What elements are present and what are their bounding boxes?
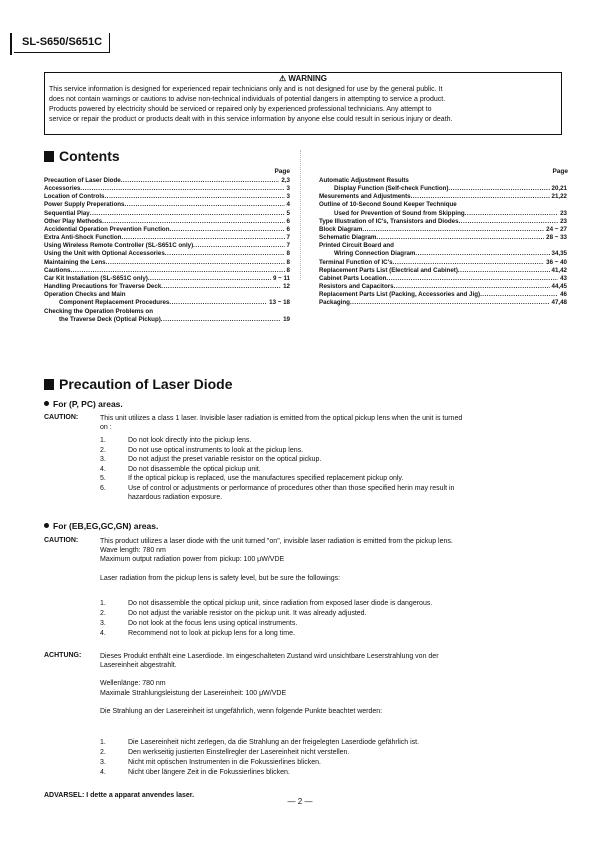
precaution-heading <box>44 376 232 392</box>
list-item: 5. If the optical pickup is replaced, use the manufactures specified replacement pickup only. <box>100 475 404 482</box>
square-bullet-icon <box>44 379 54 390</box>
toc-entry[interactable]: Using the Unit with Optional Accessories ..... 8 <box>44 250 290 258</box>
toc-entry[interactable]: Type Illustration of IC's, Transistors and Diodes ..... 23 <box>319 218 567 226</box>
toc-entry[interactable]: Accessories ..... 3 <box>44 185 290 193</box>
toc-entry[interactable]: Maintaining the Lens ..... 8 <box>44 259 290 267</box>
toc-entry[interactable]: Resistors and Capacitors ..... 44,45 <box>319 283 567 291</box>
toc-entry[interactable]: Using Wireless Remote Controller (SL-S651C only) ..... 7 <box>44 242 290 250</box>
toc-entry[interactable]: the Traverse Deck (Optical Pickup) ..... 19 <box>44 316 290 324</box>
toc-entry[interactable]: Cabinet Parts Location ..... 43 <box>319 275 567 283</box>
toc-entry[interactable]: Accidential Operation Prevention Function ..... 6 <box>44 226 290 234</box>
warning-box <box>44 72 562 135</box>
caution-2-list <box>100 599 562 639</box>
list-item: 2. Den werkseitig justierten Einstellregler der Lasereinheit nicht verstellen. <box>100 749 350 756</box>
bullet-icon <box>44 523 49 528</box>
contents-heading <box>44 148 120 164</box>
toc-entry[interactable]: Extra Anti-Shock Function ..... 7 <box>44 234 290 242</box>
header-rule <box>10 33 12 55</box>
achtung-list <box>100 738 562 778</box>
toc-entry[interactable]: Block Diagram ..... 24 ~ 27 <box>319 226 567 234</box>
toc-entry[interactable]: Car Kit Installation (SL-S651C only) ..... 9 ~ 11 <box>44 275 290 283</box>
section-eb-eg-subtitle: For (EB,EG,GC,GN) areas. <box>44 521 158 531</box>
square-bullet-icon <box>44 151 54 162</box>
list-item: 4. Do not disassemble the optical pickup unit. <box>100 465 261 473</box>
toc-entry[interactable]: Other Play Methods ..... 6 <box>44 218 290 226</box>
toc-page-label-left: Page <box>274 168 290 175</box>
caution-2-text: This product utilizes a laser diode with the unit turned "on", invisible laser radiation is emitted from the pickup lens. Wave length: 780 nm Maximum output radiation power from pickup: 100 μW/VDE Laser radiation from the pickup lens is safety level, but be sure the followings: <box>100 538 453 582</box>
toc-entry[interactable]: Power Supply Preperations ..... 4 <box>44 201 290 209</box>
toc-entry[interactable]: Component Replacement Procedures ..... 13 ~ 18 <box>44 299 290 307</box>
list-item: 1. Die Lasereinheit nicht zerlegen, da die Strahlung an der freigelegten Laserdiode gefährlich ist. <box>100 739 420 746</box>
advarsel-text: ADVARSEL: I dette a apparat anvendes laser. <box>44 792 195 799</box>
warning-line: does not contain warnings or cautions to advise non-technical individuals of potential dangers in attempting to service a product. <box>49 96 446 103</box>
list-item: 3. Do not look at the focus lens using optical instruments. <box>100 620 298 627</box>
toc-entry[interactable]: Checking the Operation Problems on <box>44 307 153 315</box>
toc-entry[interactable]: Sequential Play ..... 5 <box>44 210 290 218</box>
list-item: 6. Use of control or adjustments or performance of procedures other than those specified herin may result in <box>100 484 455 492</box>
toc-entry[interactable]: Mesurements and Adjustments ..... 21,22 <box>319 193 567 201</box>
contents-title: Contents <box>59 148 120 164</box>
list-item: 2. Do not adjust the variable resistor on the pickup unit. It was already adjusted. <box>100 610 367 617</box>
warning-line: service or repair the product or products dealt with in this service information by anyone else could result in serious injury or death. <box>49 116 453 123</box>
warning-line: Products powered by electricity should be serviced or repaired only by experienced professional technicians. Any attempt to <box>49 106 432 113</box>
toc-entry[interactable]: Packaging ..... 47,48 <box>319 299 567 307</box>
toc-entry[interactable]: Replacement Parts List (Electrical and Cabinet) ..... 41,42 <box>319 267 567 275</box>
caution-label-2: CAUTION: <box>44 537 79 544</box>
toc-page-label-right: Page <box>552 168 568 175</box>
toc-entry[interactable]: Display Function (Self-check Function) ..... 20,21 <box>319 185 567 193</box>
warning-line: This service information is designed for experienced repair technicians only and is not designed for use by the general public. It <box>49 86 443 93</box>
toc-entry[interactable]: Cautions ..... 8 <box>44 267 290 275</box>
caution-intro: This unit utilizes a class 1 laser. Invisible laser radiation is emitted from the optical pickup lens when the unit is turned on : <box>100 415 463 432</box>
list-item: 1. Do not disassemble the optical pickup unit, since radiation from exposed laser diode is dangerous. <box>100 600 433 607</box>
toc-entry[interactable]: Schematic Diagram ..... 28 ~ 33 <box>319 234 567 242</box>
toc-entry[interactable]: Terminal Function of IC's ..... 36 ~ 40 <box>319 259 567 267</box>
toc-entry[interactable]: Automatic Adjustment Results <box>319 177 409 184</box>
bullet-icon <box>44 401 49 406</box>
toc-divider <box>300 150 301 280</box>
toc-right-column <box>319 177 567 308</box>
warning-text <box>49 85 559 125</box>
section-p-pc-subtitle: For (P, PC) areas. <box>44 399 123 409</box>
toc-left-column <box>44 177 290 324</box>
toc-entry[interactable]: Printed Circuit Board and <box>319 242 394 250</box>
caution-list <box>100 436 562 503</box>
page-number: — 2 — <box>287 797 313 806</box>
toc-entry[interactable]: Outline of 10-Second Sound Keeper Technique <box>319 201 457 209</box>
list-item: 3. Nicht mit optischen Instrumenten in die Fokussierlines blicken. <box>100 759 321 766</box>
toc-entry[interactable]: Precaution of Laser Diode ..... 2,3 <box>44 177 290 185</box>
toc-entry[interactable]: Operation Checks and Main <box>44 291 126 299</box>
achtung-label: ACHTUNG: <box>44 652 82 659</box>
list-item: 4. Recommend not to look at pickup lens for a long time. <box>100 630 295 637</box>
list-item: 1. Do not look directly into the pickup lens. <box>100 437 252 444</box>
model-number: SL-S650/S651C <box>14 33 110 53</box>
list-item: hazardous radiation exposure. <box>128 494 223 501</box>
caution-label: CAUTION: <box>44 414 79 421</box>
achtung-text: Dieses Produkt enthält eine Laserdiode. Im eingeschalteten Zustand wird unsichtbare Leserstrahlung von der Lasereinheit abgestrahlt. Wellenlänge: 780 nm Maximale Strahlungsleistung der Lasereinheit: 100 μW/VDE Die Strahlung an der Lasereinheit ist ungefährlich, wenn folgende Punkte beachtet werden: <box>100 653 439 715</box>
toc-entry[interactable]: Wiring Connection Diagram ..... 34,35 <box>319 250 567 258</box>
toc-entry[interactable]: Location of Controls ..... 3 <box>44 193 290 201</box>
toc-entry[interactable]: Replacement Parts List (Packing, Accessories and Jig) ..... 46 <box>319 291 567 299</box>
toc-entry[interactable]: Used for Prevention of Sound from Skipping ..... 23 <box>319 210 567 218</box>
toc-entry[interactable]: Handling Precautions for Traverse Deck ..... 12 <box>44 283 290 291</box>
precaution-title: Precaution of Laser Diode <box>59 376 233 392</box>
list-item: 4. Nicht über längere Zeit in die Fokussierlines blicken. <box>100 769 290 776</box>
warning-title: ⚠ WARNING <box>278 74 328 83</box>
list-item: 3. Do not adjust the preset variable resistor on the optical pickup. <box>100 456 322 463</box>
list-item: 2. Do not use optical instruments to look at the pickup lens. <box>100 446 304 454</box>
